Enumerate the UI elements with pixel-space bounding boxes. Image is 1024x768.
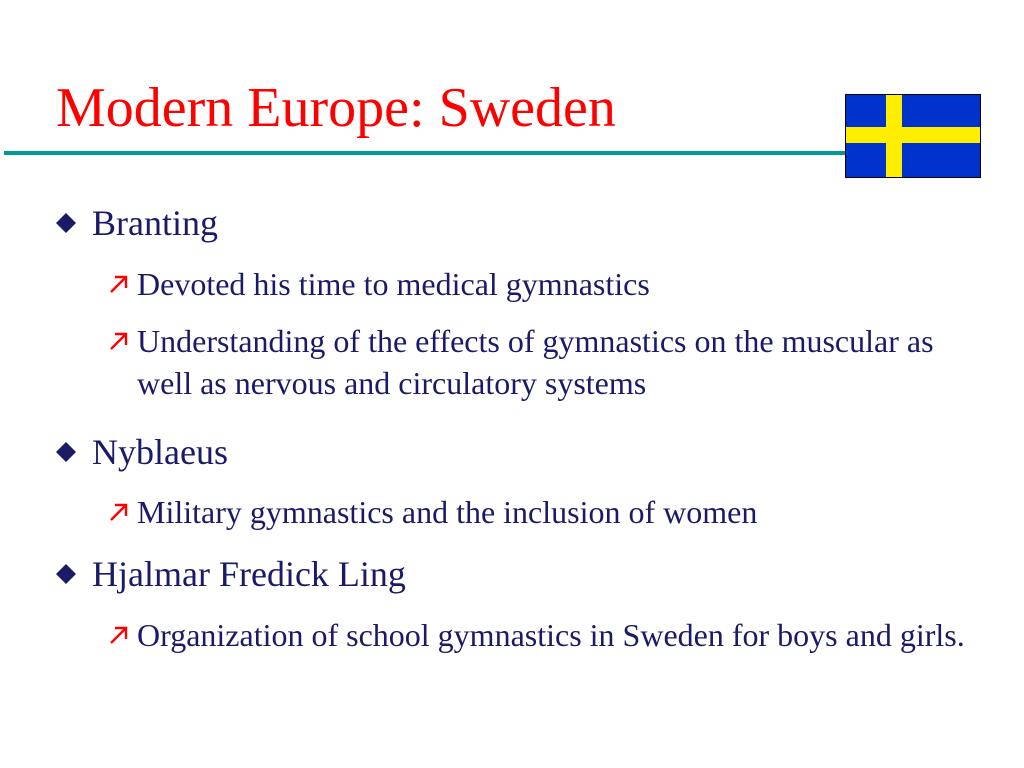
diamond-bullet-icon <box>56 442 76 462</box>
sub-bullet-text: Devoted his time to medical gymnastics <box>137 266 650 302</box>
slide-title: Modern Europe: Sweden <box>56 77 616 139</box>
arrow-bullet-icon <box>108 501 130 523</box>
sub-bullet-text: Organization of school gymnastics in Sweden for boys and girls. <box>137 617 965 653</box>
sub-bullet-item <box>108 263 978 305</box>
sub-bullet-text: Understanding of the effects of gymnastics on the muscular as well as nervous and circulatory systems <box>137 323 934 401</box>
diamond-bullet-icon <box>56 564 76 584</box>
sub-bullet-text: Military gymnastics and the inclusion of women <box>137 494 758 530</box>
arrow-bullet-icon <box>108 273 130 295</box>
arrow-bullet-icon <box>108 624 130 646</box>
sub-bullet-item <box>108 491 978 533</box>
sub-bullet-item <box>108 320 978 404</box>
bullet-text: Hjalmar Fredick Ling <box>92 554 406 594</box>
bullet-text: Branting <box>92 203 218 243</box>
diamond-bullet-icon <box>56 213 76 233</box>
sub-bullet-item <box>108 614 978 656</box>
arrow-bullet-icon <box>108 330 130 352</box>
bullet-text: Nyblaeus <box>92 432 228 472</box>
